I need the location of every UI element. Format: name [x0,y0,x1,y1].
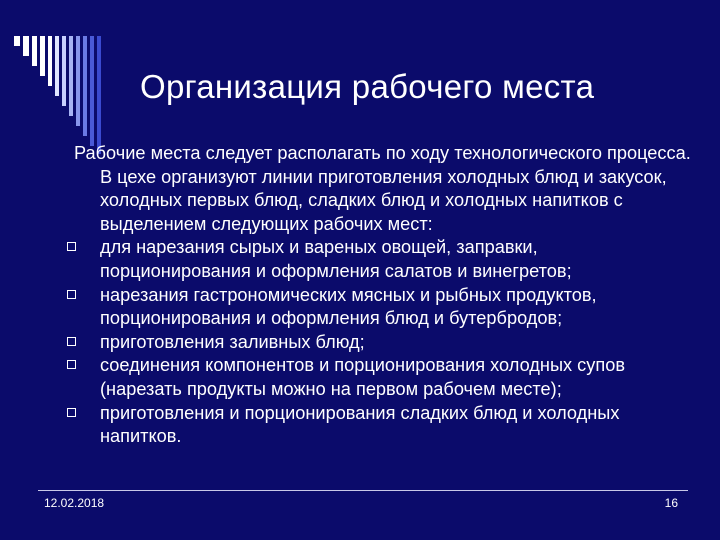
decorative-stripes [14,34,124,154]
list-item-text: нарезания гастрономических мясных и рыбных продуктов, порционирования и оформления блюд и бутербродов; [100,284,597,329]
stripe [69,36,73,116]
stripe [83,36,87,136]
stripe [14,36,20,46]
list-item [74,236,692,283]
square-bullet-icon [67,337,76,346]
list-item-text: для нарезания сырых и вареных овощей, заправки, порционирования и оформления салатов и винегретов; [100,237,572,281]
list-item [74,284,692,331]
stripe [97,36,101,154]
stripe [40,36,45,76]
square-bullet-icon [67,360,76,369]
stripe [76,36,80,126]
square-bullet-icon [67,408,76,417]
square-bullet-icon [67,242,76,251]
bullet-list [74,236,692,448]
intro-paragraph: Рабочие места следует располагать по ходу технологического процесса. В цехе организуют линии приготовления холодных блюд и закусок, холодных первых блюд, сладких блюд и холодных напитков с выделением следующих рабочих мест: [74,143,691,234]
footer-date: 12.02.2018 [44,496,105,510]
slide-title: Организация рабочего места [140,68,595,105]
list-item [74,402,692,449]
list-item [74,331,692,355]
list-item-text: приготовления заливных блюд; [100,331,365,352]
stripe [23,36,29,56]
slide-body [74,142,692,449]
stripe [62,36,66,106]
list-item [74,354,692,401]
footer-divider [38,490,688,491]
list-item-text: соединения компонентов и порционирования холодных супов (нарезать продукты можно на первом рабочем месте); [100,355,625,399]
square-bullet-icon [67,290,76,299]
stripe [90,36,94,146]
stripe [55,36,59,96]
stripe [32,36,37,66]
stripe [48,36,52,86]
page-number: 16 [664,496,678,510]
list-item-text: приготовления и порционирования сладких блюд и холодных напитков. [100,402,620,447]
